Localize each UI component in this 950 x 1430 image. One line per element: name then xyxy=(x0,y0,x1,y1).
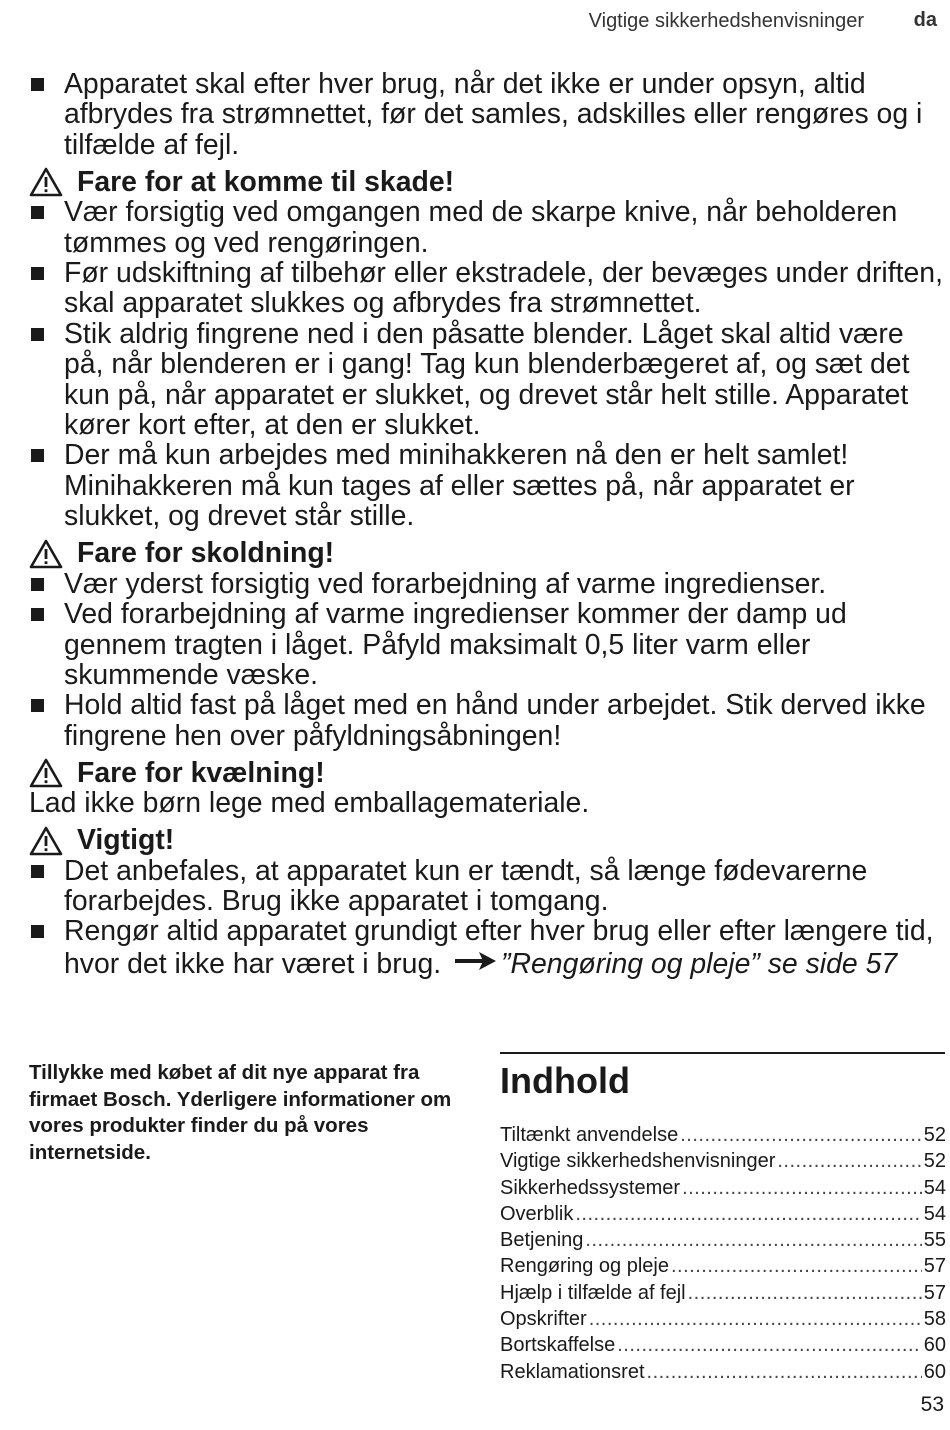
toc-entry[interactable] xyxy=(500,1122,945,1148)
toc-entry-title: Tiltænkt anvendelse xyxy=(500,1124,679,1146)
toc-entry-page: 57 xyxy=(923,1255,946,1278)
bullet-item xyxy=(29,569,947,599)
toc-list xyxy=(500,1122,945,1385)
warning-triangle-icon xyxy=(29,539,63,569)
toc-dot-leader xyxy=(617,1332,922,1358)
toc-entry-title: Betjening xyxy=(500,1229,584,1252)
toc-dot-leader xyxy=(680,1122,922,1148)
toc-entry-title: Opskrifter xyxy=(500,1308,587,1331)
warning-heading xyxy=(29,167,947,197)
bullet-item xyxy=(29,856,947,917)
toc-entry-page: 60 xyxy=(923,1360,946,1383)
bullet-item xyxy=(29,69,947,160)
cross-reference-link[interactable]: ”Rengøring og pleje” se side 57 xyxy=(501,947,898,980)
bullet-square-icon xyxy=(31,449,44,462)
bullet-item xyxy=(29,916,947,979)
toc-entry-page: 52 xyxy=(923,1124,946,1146)
toc-entry[interactable] xyxy=(500,1280,945,1306)
bullet-text: Hold altid fast på låget med en hånd under arbejdet. Stik derved ikke fingrene hen over påfyldningsåbningen! xyxy=(64,689,926,752)
toc-entry[interactable] xyxy=(500,1332,945,1358)
arrow-right-icon xyxy=(455,947,497,967)
toc-entry[interactable] xyxy=(500,1175,945,1201)
toc-dot-leader xyxy=(777,1148,921,1174)
toc-dot-leader xyxy=(647,1359,922,1385)
bullet-square-icon xyxy=(31,699,44,712)
bullet-text: Vær yderst forsigtig ved forarbejdning af varme ingredienser. xyxy=(64,567,827,600)
bullet-text: Ved forarbejdning af varme ingredienser kommer der damp ud gennem tragten i låget. Påfyld maksimalt 0,5 liter varm eller skummende væske. xyxy=(64,598,847,691)
toc-entry-page: 52 xyxy=(923,1150,946,1173)
safety-instructions xyxy=(29,69,947,979)
bullet-square-icon xyxy=(31,206,44,219)
toc-entry[interactable] xyxy=(500,1306,945,1332)
bullet-text: Det anbefales, at apparatet kun er tændt, så længe fødevarerne forarbejdes. Brug ikke apparatet i tomgang. xyxy=(64,854,868,917)
toc-dot-leader xyxy=(585,1227,921,1253)
warning-heading xyxy=(29,539,947,569)
bullet-square-icon xyxy=(31,328,44,341)
toc-entry[interactable] xyxy=(500,1227,945,1253)
toc-entry-page: 54 xyxy=(923,1202,946,1225)
bullet-text: Vær forsigtig ved omgangen med de skarpe knive, når beholderen tømmes og ved rengøringen. xyxy=(64,196,898,259)
warning-heading-text: Fare for kvælning! xyxy=(77,756,325,789)
toc-entry[interactable] xyxy=(500,1359,945,1385)
toc-heading: Indhold xyxy=(500,1060,630,1101)
toc-entry-page: 55 xyxy=(923,1229,946,1252)
toc-entry-title: Bortskaffelse xyxy=(500,1334,616,1357)
toc-dot-leader xyxy=(575,1201,921,1227)
warning-heading-text: Vigtigt! xyxy=(77,824,175,857)
running-head-title: Vigtige sikkerhedshenvisninger xyxy=(588,10,864,32)
warning-heading-text: Fare for skoldning! xyxy=(77,537,335,570)
bullet-square-icon xyxy=(31,608,44,621)
bullet-square-icon xyxy=(31,925,44,938)
warning-heading xyxy=(29,758,947,788)
toc-entry[interactable] xyxy=(500,1201,945,1227)
bullet-item xyxy=(29,599,947,690)
bullet-square-icon xyxy=(31,78,44,91)
toc-entry-title: Overblik xyxy=(500,1202,574,1225)
toc-entry[interactable] xyxy=(500,1253,945,1279)
table-of-contents xyxy=(500,1052,945,1385)
toc-entry[interactable] xyxy=(500,1148,945,1174)
toc-entry-page: 54 xyxy=(923,1176,946,1199)
toc-entry-title: Rengøring og pleje xyxy=(500,1255,669,1278)
bullet-text: Apparatet skal efter hver brug, når det ikke er under opsyn, altid afbrydes fra strømnettet, før det samles, adskilles eller rengøres og i tilfælde af fejl. xyxy=(64,68,923,161)
bullet-text: Rengør altid apparatet grundigt efter hver brug eller efter længere tid, hvor det ikke har været i brug. xyxy=(64,915,934,980)
warning-text: Lad ikke børn lege med emballagemateriale. xyxy=(29,787,590,820)
bullet-item xyxy=(29,440,947,531)
bullet-square-icon xyxy=(31,578,44,591)
toc-entry-title: Sikkerhedssystemer xyxy=(500,1176,681,1199)
bullet-square-icon xyxy=(31,267,44,280)
warning-heading-text: Fare for at komme til skade! xyxy=(77,166,455,199)
toc-dot-leader xyxy=(688,1280,922,1306)
toc-entry-title: Reklamationsret xyxy=(500,1360,645,1383)
running-head xyxy=(0,8,942,34)
page-number: 53 xyxy=(920,1393,944,1416)
intro-text: Tillykke med købet af dit nye apparat fra firmaet Bosch. Yderligere informationer om vores produkter finder du på vores internetside. xyxy=(29,1061,452,1164)
bullet-item xyxy=(29,258,947,319)
toc-dot-leader xyxy=(589,1306,922,1332)
toc-entry-title: Vigtige sikkerhedshenvisninger xyxy=(500,1150,776,1173)
warning-heading xyxy=(29,826,947,856)
bullet-item xyxy=(29,319,947,441)
warning-triangle-icon xyxy=(29,826,63,856)
warning-triangle-icon xyxy=(29,167,63,197)
bullet-text: Stik aldrig fingrene ned i den påsatte blender. Låget skal altid være på, når blenderen er i gang! Tag kun blenderbægeret af, og sæt det kun på, når apparatet er slukket, og drevet står helt stille. Apparatet kører kort efter, at den er slukket. xyxy=(64,317,910,442)
bullet-item xyxy=(29,690,947,751)
language-code: da xyxy=(913,9,937,31)
bullet-text: Der må kun arbejdes med minihakkeren nå den er helt samlet! Minihakkeren må kun tages af eller sættes på, når apparatet er slukket, og drevet står stille. xyxy=(64,439,855,533)
toc-entry-title: Hjælp i tilfælde af fejl xyxy=(500,1281,686,1304)
bullet-text: Før udskiftning af tilbehør eller ekstradele, der bevæges under driften, skal apparatet slukkes og afbrydes fra strømnettet. xyxy=(64,257,943,320)
toc-entry-page: 58 xyxy=(923,1308,946,1331)
toc-dot-leader xyxy=(682,1175,922,1201)
bullet-item xyxy=(29,197,947,258)
toc-entry-page: 57 xyxy=(923,1281,946,1304)
bullet-square-icon xyxy=(31,865,44,878)
toc-entry-page: 60 xyxy=(923,1334,946,1357)
toc-dot-leader xyxy=(671,1253,922,1279)
warning-triangle-icon xyxy=(29,758,63,788)
